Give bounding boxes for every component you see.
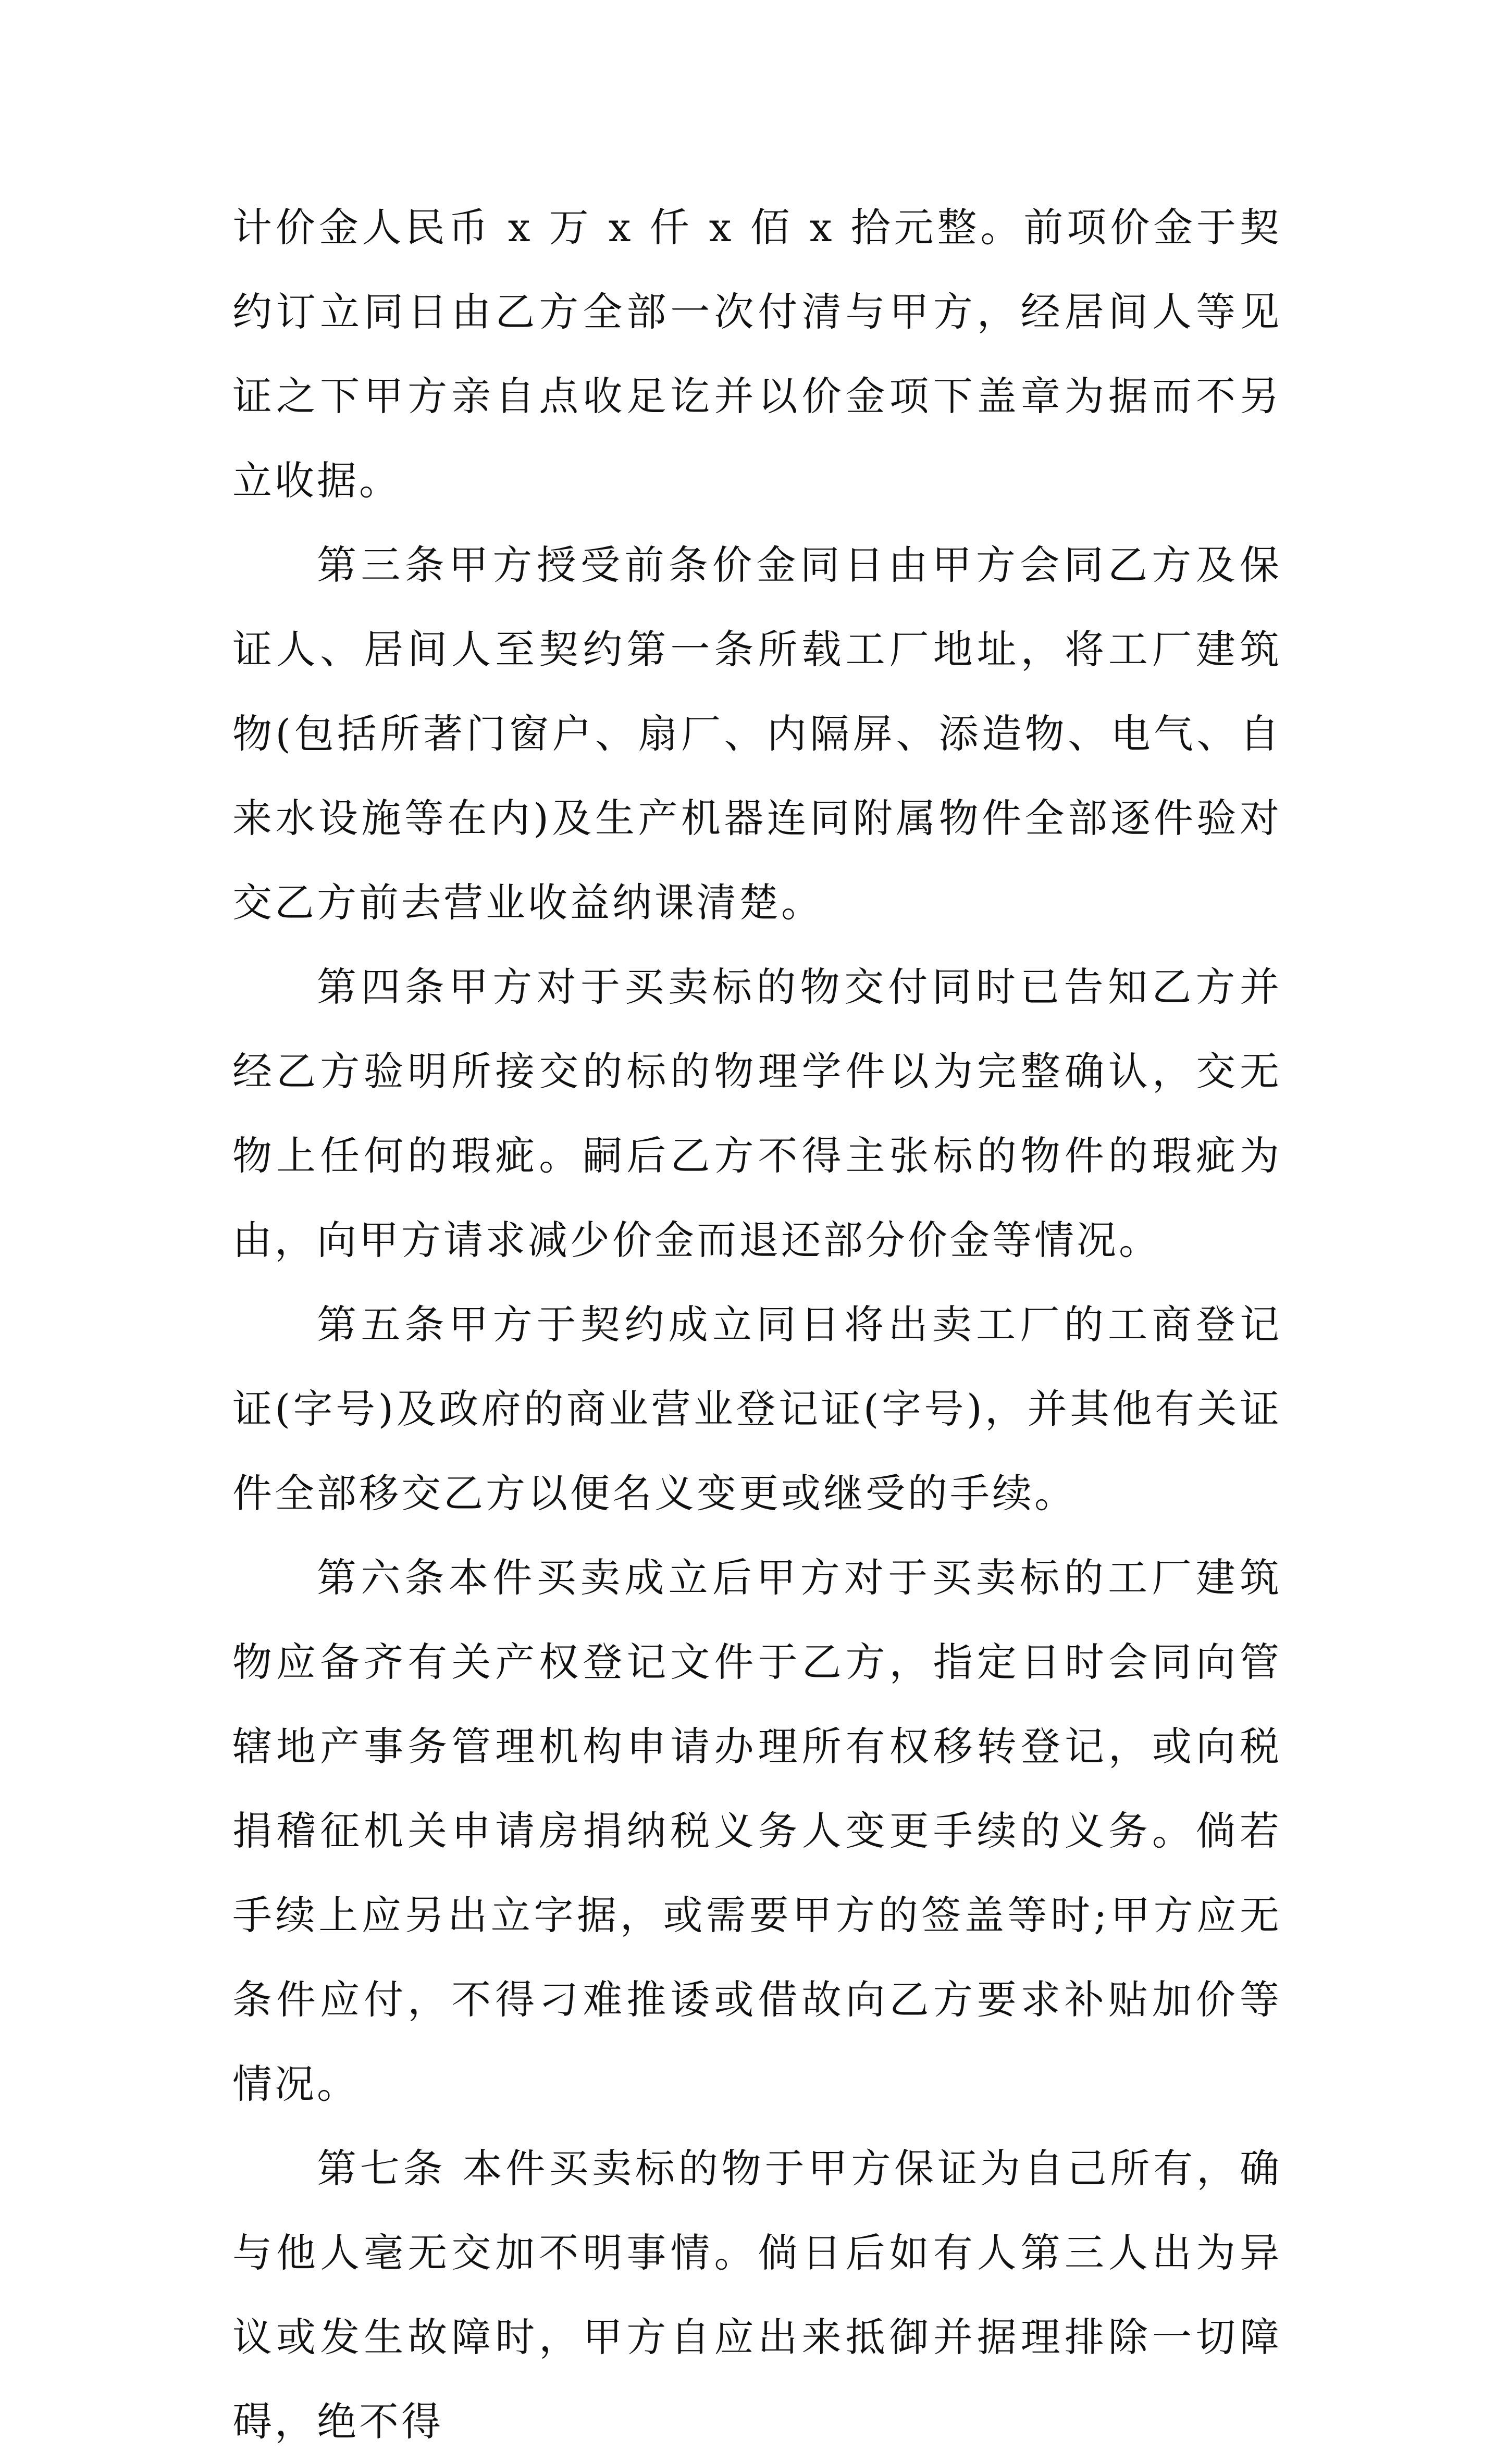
paragraph-article-7: 第七条 本件买卖标的物于甲方保证为自己所有，确与他人毫无交加不明事情。倘日后如有人第三人出为异议或发生故障时，甲方自应出来抵御并据理排除一切障碍，绝不得 bbox=[232, 2145, 1282, 2445]
contract-text-body bbox=[232, 185, 1282, 2464]
paragraph-article-6: 第六条本件买卖成立后甲方对于买卖标的工厂建筑物应备齐有关产权登记文件于乙方，指定日时会同向管辖地产事务管理机构申请办理所有权移转登记，或向税捐稽征机关申请房捐纳税义务人变更手续的义务。倘若手续上应另出立字据，或需要甲方的签盖等时;甲方应无条件应付，不得刁难推诿或借故向乙方要求补贴加价等情况。 bbox=[232, 1554, 1282, 2107]
paragraph-price-payment: 计价金人民币 x 万 x 仟 x 佰 x 拾元整。前项价金于契约订立同日由乙方全部一次付清与甲方，经居间人等见证之下甲方亲自点收足讫并以价金项下盖章为据而不另立收据。 bbox=[232, 204, 1282, 504]
paragraph-article-4: 第四条甲方对于买卖标的物交付同时已告知乙方并经乙方验明所接交的标的物理学件以为完整确认，交无物上任何的瑕疵。嗣后乙方不得主张标的物件的瑕疵为由，向甲方请求减少价金而退还部分价金等情况。 bbox=[232, 964, 1282, 1263]
paragraph-article-3: 第三条甲方授受前条价金同日由甲方会同乙方及保证人、居间人至契约第一条所载工厂地址，将工厂建筑物(包括所著门窗户、扇厂、内隔屏、添造物、电气、自来水设施等在内)及生产机器连同附属物件全部逐件验对交乙方前去营业收益纳课清楚。 bbox=[232, 542, 1282, 926]
paragraph-article-5: 第五条甲方于契约成立同日将出卖工厂的工商登记证(字号)及政府的商业营业登记证(字号)，并其他有关证件全部移交乙方以便名义变更或继受的手续。 bbox=[232, 1301, 1282, 1516]
